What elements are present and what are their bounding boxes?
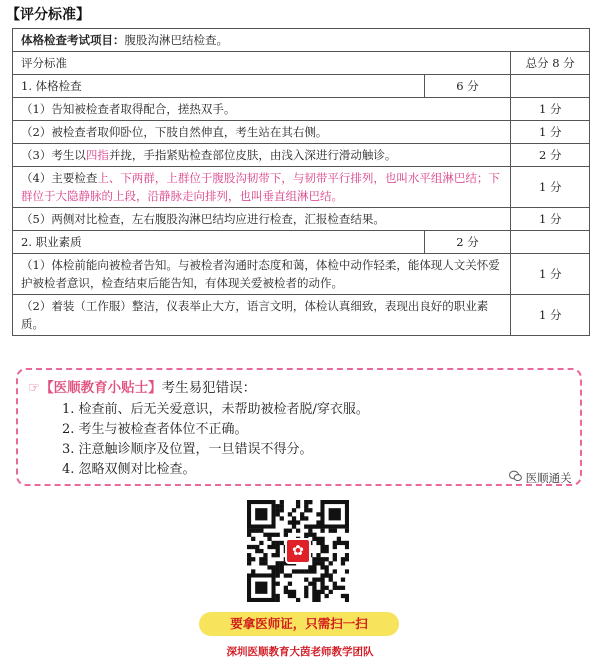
criterion-points: 1 分 [511,98,590,121]
criterion-points: 1 分 [511,254,590,295]
criterion-text [13,254,511,295]
section-title: 【评分标准】 [6,7,90,23]
tips-header [28,376,256,396]
text-span: （2）着装（工作服）整洁，仪表举止大方，语言文明，体检认真细致，表现出良好的职业素质。 [21,299,489,331]
section-row [13,75,590,98]
text-span: （2）被检查者取仰卧位，下肢自然伸直，考生站在其右侧。 [21,125,328,139]
table-row [13,167,590,208]
criterion-text [13,295,511,336]
pointing-hand-icon: ☞ [28,380,41,396]
tips-item: 4. 忽略双侧对比检查。 [62,462,196,477]
section-name: 1. 体格检查 [13,75,425,98]
criterion-text [13,144,511,167]
section-points: 6 分 [424,75,511,98]
criterion-text [13,167,511,208]
section-points: 2 分 [424,231,511,254]
flower-logo-icon: ✿ [285,538,311,564]
qr-code [247,500,349,602]
text-span: （5）两侧对比检查，左右腹股沟淋巴结均应进行检查，汇报检查结果。 [21,212,385,226]
criterion-points: 1 分 [511,295,590,336]
highlighted-text: 上、下两群，上群位于腹股沟韧带下，与韧带平行排列，也叫水平组淋巴结；下群位于大隐静脉的上段，沿静脉走向排列，也叫垂直组淋巴结。 [21,171,500,203]
text-span: （1）告知被检查者取得配合，搓热双手。 [21,102,236,116]
wechat-badge [508,470,572,486]
text-span: （4）主要检查 [21,171,98,185]
table-row [13,98,590,121]
criterion-text [13,98,511,121]
tips-item: 2. 考生与被检查者体位不正确。 [62,422,248,437]
criterion-points: 1 分 [511,121,590,144]
tips-item: 1. 检查前、后无关爱意识，未帮助被检者脱/穿衣服。 [62,402,369,417]
criterion-points: 2 分 [511,144,590,167]
criteria-label: 评分标准 [13,52,511,75]
wechat-icon [508,470,522,485]
tips-list [62,400,369,480]
table-row [13,254,590,295]
table-row [13,144,590,167]
table-subheader-row [13,52,590,75]
tips-item: 3. 注意触诊顺序及位置，一旦错误不得分。 [62,442,313,457]
criterion-points: 1 分 [511,167,590,208]
total-score: 总分 8 分 [511,52,590,75]
empty-cell [511,231,590,254]
tips-lead: 考生易犯错误： [161,380,257,396]
text-span: 并拢，手指紧贴检查部位皮肤，由浅入深进行滑动触诊。 [108,148,397,162]
footer-credit: 深圳医顺教育大茵老师教学团队 [226,646,374,658]
table-row [13,295,590,336]
section-row [13,231,590,254]
exam-item-value: 腹股沟淋巴结检查。 [124,33,228,47]
text-span: （3）考生以 [21,148,86,162]
table-row [13,121,590,144]
exam-item-label: 体格检查考试项目： [21,33,125,47]
badge-text: 医顺通关 [525,471,572,485]
tips-box [16,368,582,486]
scoring-table [12,28,590,336]
text-span: （1）体检前能向被检者告知。与被检者沟通时态度和蔼，体检中动作轻柔，能体现人文关怀爱护被检者意识，检查结束后能告知，有体现关爱被检者的动作。 [21,258,500,290]
criterion-text [13,121,511,144]
criterion-text [13,208,511,231]
tips-title: 【医顺教育小贴士】 [40,380,162,396]
highlighted-text: 四指 [85,148,109,162]
section-name: 2. 职业素质 [13,231,425,254]
table-row [13,208,590,231]
scan-cta-banner: 要拿医师证，只需扫一扫 [199,612,399,636]
exam-item-cell [13,29,590,52]
table-header-row [13,29,590,52]
criterion-points: 1 分 [511,208,590,231]
empty-cell [511,75,590,98]
